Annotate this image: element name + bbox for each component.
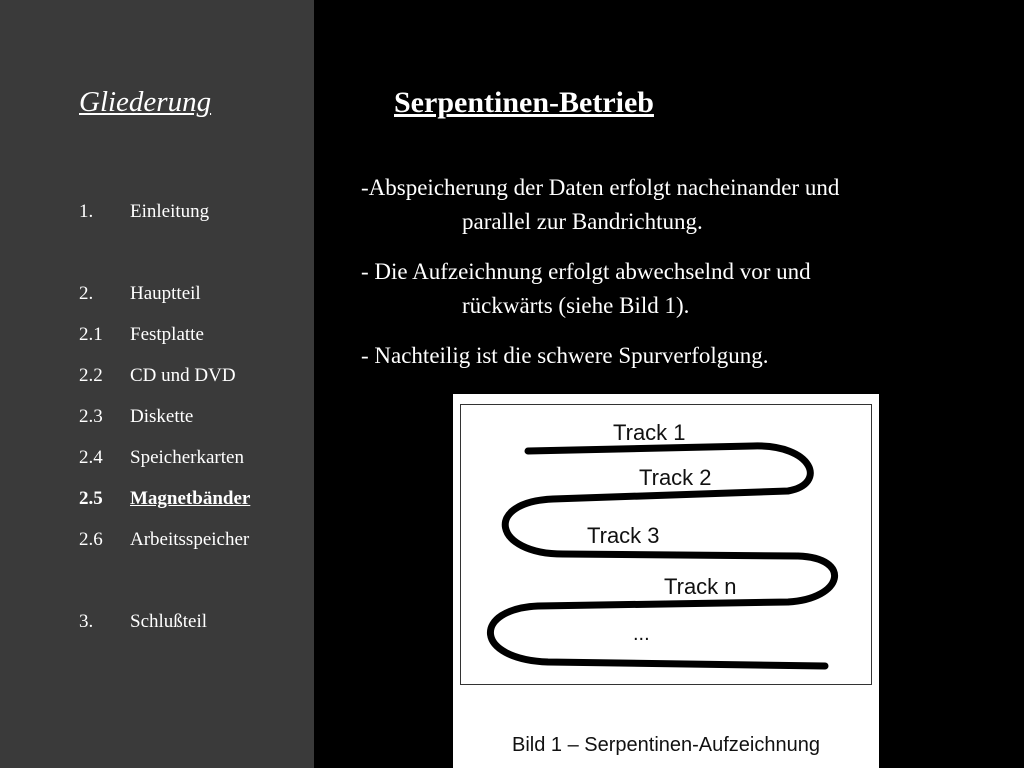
toc-number: 2.1 — [79, 324, 103, 345]
bullet-line: - Die Aufzeichnung erfolgt abwechselnd vor und — [361, 259, 811, 284]
toc-label: Festplatte — [130, 324, 204, 345]
bullet-line-continuation: rückwärts (siehe Bild 1). — [462, 293, 690, 318]
toc-item-hauptteil[interactable] — [79, 283, 201, 305]
bullet-item — [361, 339, 981, 373]
toc-item-arbeitsspeicher[interactable] — [79, 529, 249, 551]
toc-number: 2.6 — [79, 529, 103, 550]
figure-caption: Bild 1 – Serpentinen-Aufzeichnung — [512, 734, 820, 756]
toc-item-speicherkarten[interactable] — [79, 447, 244, 469]
toc-item-einleitung[interactable] — [79, 201, 209, 223]
toc-number: 1. — [79, 201, 94, 222]
track-label-2: Track 2 — [639, 465, 712, 490]
toc-number: 2.3 — [79, 406, 103, 427]
track-label-3: Track 3 — [587, 523, 660, 548]
toc-number: 2. — [79, 283, 94, 304]
track-label-n: Track n — [664, 574, 737, 599]
slide-title: Serpentinen-Betrieb — [394, 86, 654, 119]
toc-label: Magnetbänder — [130, 488, 251, 509]
toc-item-magnetbaender[interactable] — [79, 488, 250, 510]
bullet-list — [361, 171, 981, 389]
track-ellipsis: ... — [633, 623, 650, 645]
toc-label: Arbeitsspeicher — [130, 529, 250, 550]
toc-item-schlussteil[interactable] — [79, 611, 207, 633]
toc-label: Einleitung — [130, 201, 210, 222]
bullet-line-continuation: parallel zur Bandrichtung. — [462, 209, 703, 234]
toc-number: 3. — [79, 611, 94, 632]
toc-item-cd-dvd[interactable] — [79, 365, 236, 387]
toc-number: 2.4 — [79, 447, 103, 468]
track-label-1: Track 1 — [613, 420, 686, 445]
toc-item-diskette[interactable] — [79, 406, 193, 428]
bullet-item — [361, 255, 981, 323]
serpentine-diagram — [453, 394, 879, 768]
toc-label: Diskette — [130, 406, 194, 427]
toc-number: 2.2 — [79, 365, 103, 386]
bullet-line: - Nachteilig ist die schwere Spurverfolgung. — [361, 343, 769, 368]
bullet-line: -Abspeicherung der Daten erfolgt nacheinander und — [361, 175, 840, 200]
toc-label: CD und DVD — [130, 365, 236, 386]
toc-label: Schlußteil — [130, 611, 208, 632]
bullet-item — [361, 171, 981, 239]
serpentine-figure — [453, 394, 879, 768]
toc-label: Hauptteil — [130, 283, 201, 304]
sidebar-title[interactable]: Gliederung — [79, 86, 212, 118]
toc-label: Speicherkarten — [130, 447, 244, 468]
toc-item-festplatte[interactable] — [79, 324, 204, 346]
toc-number: 2.5 — [79, 488, 103, 509]
sidebar — [0, 0, 314, 768]
